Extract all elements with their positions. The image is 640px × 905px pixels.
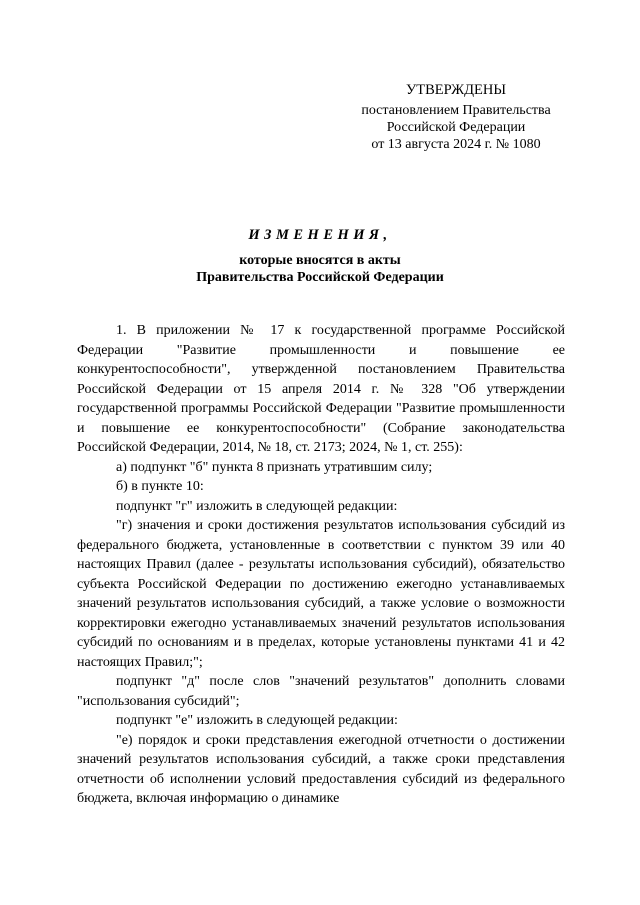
paragraph: подпункт "д" после слов "значений результатов" дополнить словами "использования субсидий"; xyxy=(77,674,565,709)
approval-line-1: постановлением Правительства xyxy=(361,103,551,118)
document-title xyxy=(0,227,640,286)
approval-stamp xyxy=(340,82,572,153)
main-title: ИЗМЕНЕНИЯ, xyxy=(248,227,392,243)
paragraph: подпункт "г" изложить в следующей редакции: xyxy=(116,498,398,514)
paragraph: "г) значения и сроки достижения результатов использования субсидий из федерального бюджета, установленные в соответствии с пунктом 39 или 40 настоящих Правил (далее - результаты использования субсидий), обязательство субъекта Российской Федерации по достижению ежегодно устанавливаемых значений результатов использования субсидий, а также условие о возможности корректировки ежегодно устанавливаемых значений результатов использования субсидий по основаниям и в пределах, которые установлены пунктами 41 и 42 настоящих Правил;"; xyxy=(77,518,565,670)
approval-line-3: от 13 августа 2024 г. № 1080 xyxy=(371,137,541,152)
subtitle-line-1: которые вносятся в акты xyxy=(239,253,401,268)
document-body xyxy=(77,321,565,809)
paragraph: 1. В приложении № 17 к государственной программе Российской Федерации "Развитие промышленности и повышение ее конкурентоспособности", утвержденной постановлением Правительства Российской Федерации от 15 апреля 2014 г. № 328 "Об утверждении государственной программы Российской Федерации "Развитие промышленности и повышение ее конкурентоспособности" (Собрание законодательства Российской Федерации, 2014, № 18, ст. 2173; 2024, № 1, ст. 255): xyxy=(77,323,565,455)
paragraph: "е) порядок и сроки представления ежегодной отчетности о достижении значений результатов использования субсидий, а также сроки представления отчетности об исполнении условий предоставления субсидий из федерального бюджета, включая информацию о динамике xyxy=(77,732,565,806)
subtitle-line-2: Правительства Российской Федерации xyxy=(196,270,444,285)
paragraph: подпункт "е" изложить в следующей редакции: xyxy=(116,713,398,728)
approval-heading: УТВЕРЖДЕНЫ xyxy=(405,82,507,98)
approval-line-2: Российской Федерации xyxy=(386,120,526,135)
paragraph: а) подпункт "б" пункта 8 признать утратившим силу; xyxy=(116,459,433,475)
paragraph: б) в пункте 10: xyxy=(116,479,204,494)
